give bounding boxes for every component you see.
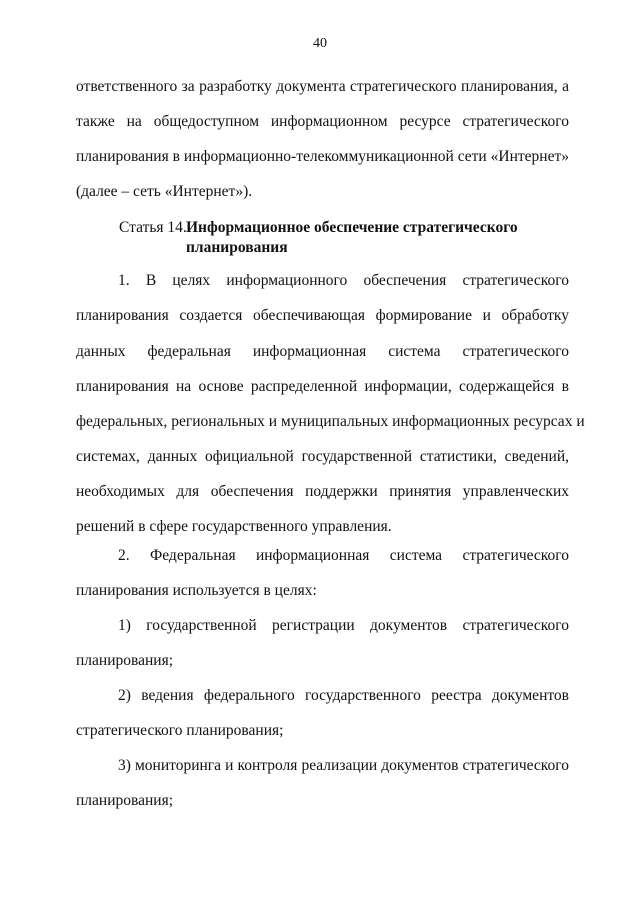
- paragraph-line: ответственного за разработку документа стратегического планирования, а: [76, 78, 569, 95]
- paragraph-line: планирования;: [76, 792, 174, 809]
- article-title: Информационное обеспечение стратегического: [186, 219, 518, 236]
- paragraph-line: также на общедоступном информационном ресурсе стратегического: [76, 113, 569, 130]
- paragraph-line: данных федеральная информационная система стратегического: [76, 343, 569, 360]
- paragraph-line: необходимых для обеспечения поддержки принятия управленческих: [76, 483, 569, 500]
- page-number: 40: [313, 36, 327, 51]
- paragraph-line: решений в сфере государственного управления.: [76, 518, 392, 535]
- paragraph-line: 1) государственной регистрации документов стратегического: [118, 617, 569, 634]
- paragraph-line: 3) мониторинга и контроля реализации документов стратегического: [118, 757, 569, 774]
- paragraph-line: (далее – сеть «Интернет»).: [76, 183, 253, 200]
- article-title-continuation: планирования: [186, 239, 288, 256]
- paragraph-line: планирования на основе распределенной информации, содержащейся в: [76, 378, 569, 395]
- paragraph-line: 1. В целях информационного обеспечения стратегического: [118, 272, 569, 289]
- paragraph-line: планирования используется в целях:: [76, 582, 317, 599]
- paragraph-line: планирования в информационно-телекоммуникационной сети «Интернет»: [76, 148, 569, 165]
- paragraph-line: планирования;: [76, 652, 174, 669]
- article-label: Статья 14.: [119, 219, 187, 236]
- paragraph-line: 2. Федеральная информационная система стратегического: [118, 547, 569, 564]
- paragraph-line: планирования создается обеспечивающая формирование и обработку: [76, 307, 569, 324]
- paragraph-line: стратегического планирования;: [76, 722, 284, 739]
- paragraph-line: 2) ведения федерального государственного реестра документов: [118, 687, 569, 704]
- paragraph-line: федеральных, региональных и муниципальных информационных ресурсах и: [76, 413, 585, 430]
- paragraph-line: системах, данных официальной государственной статистики, сведений,: [76, 448, 569, 465]
